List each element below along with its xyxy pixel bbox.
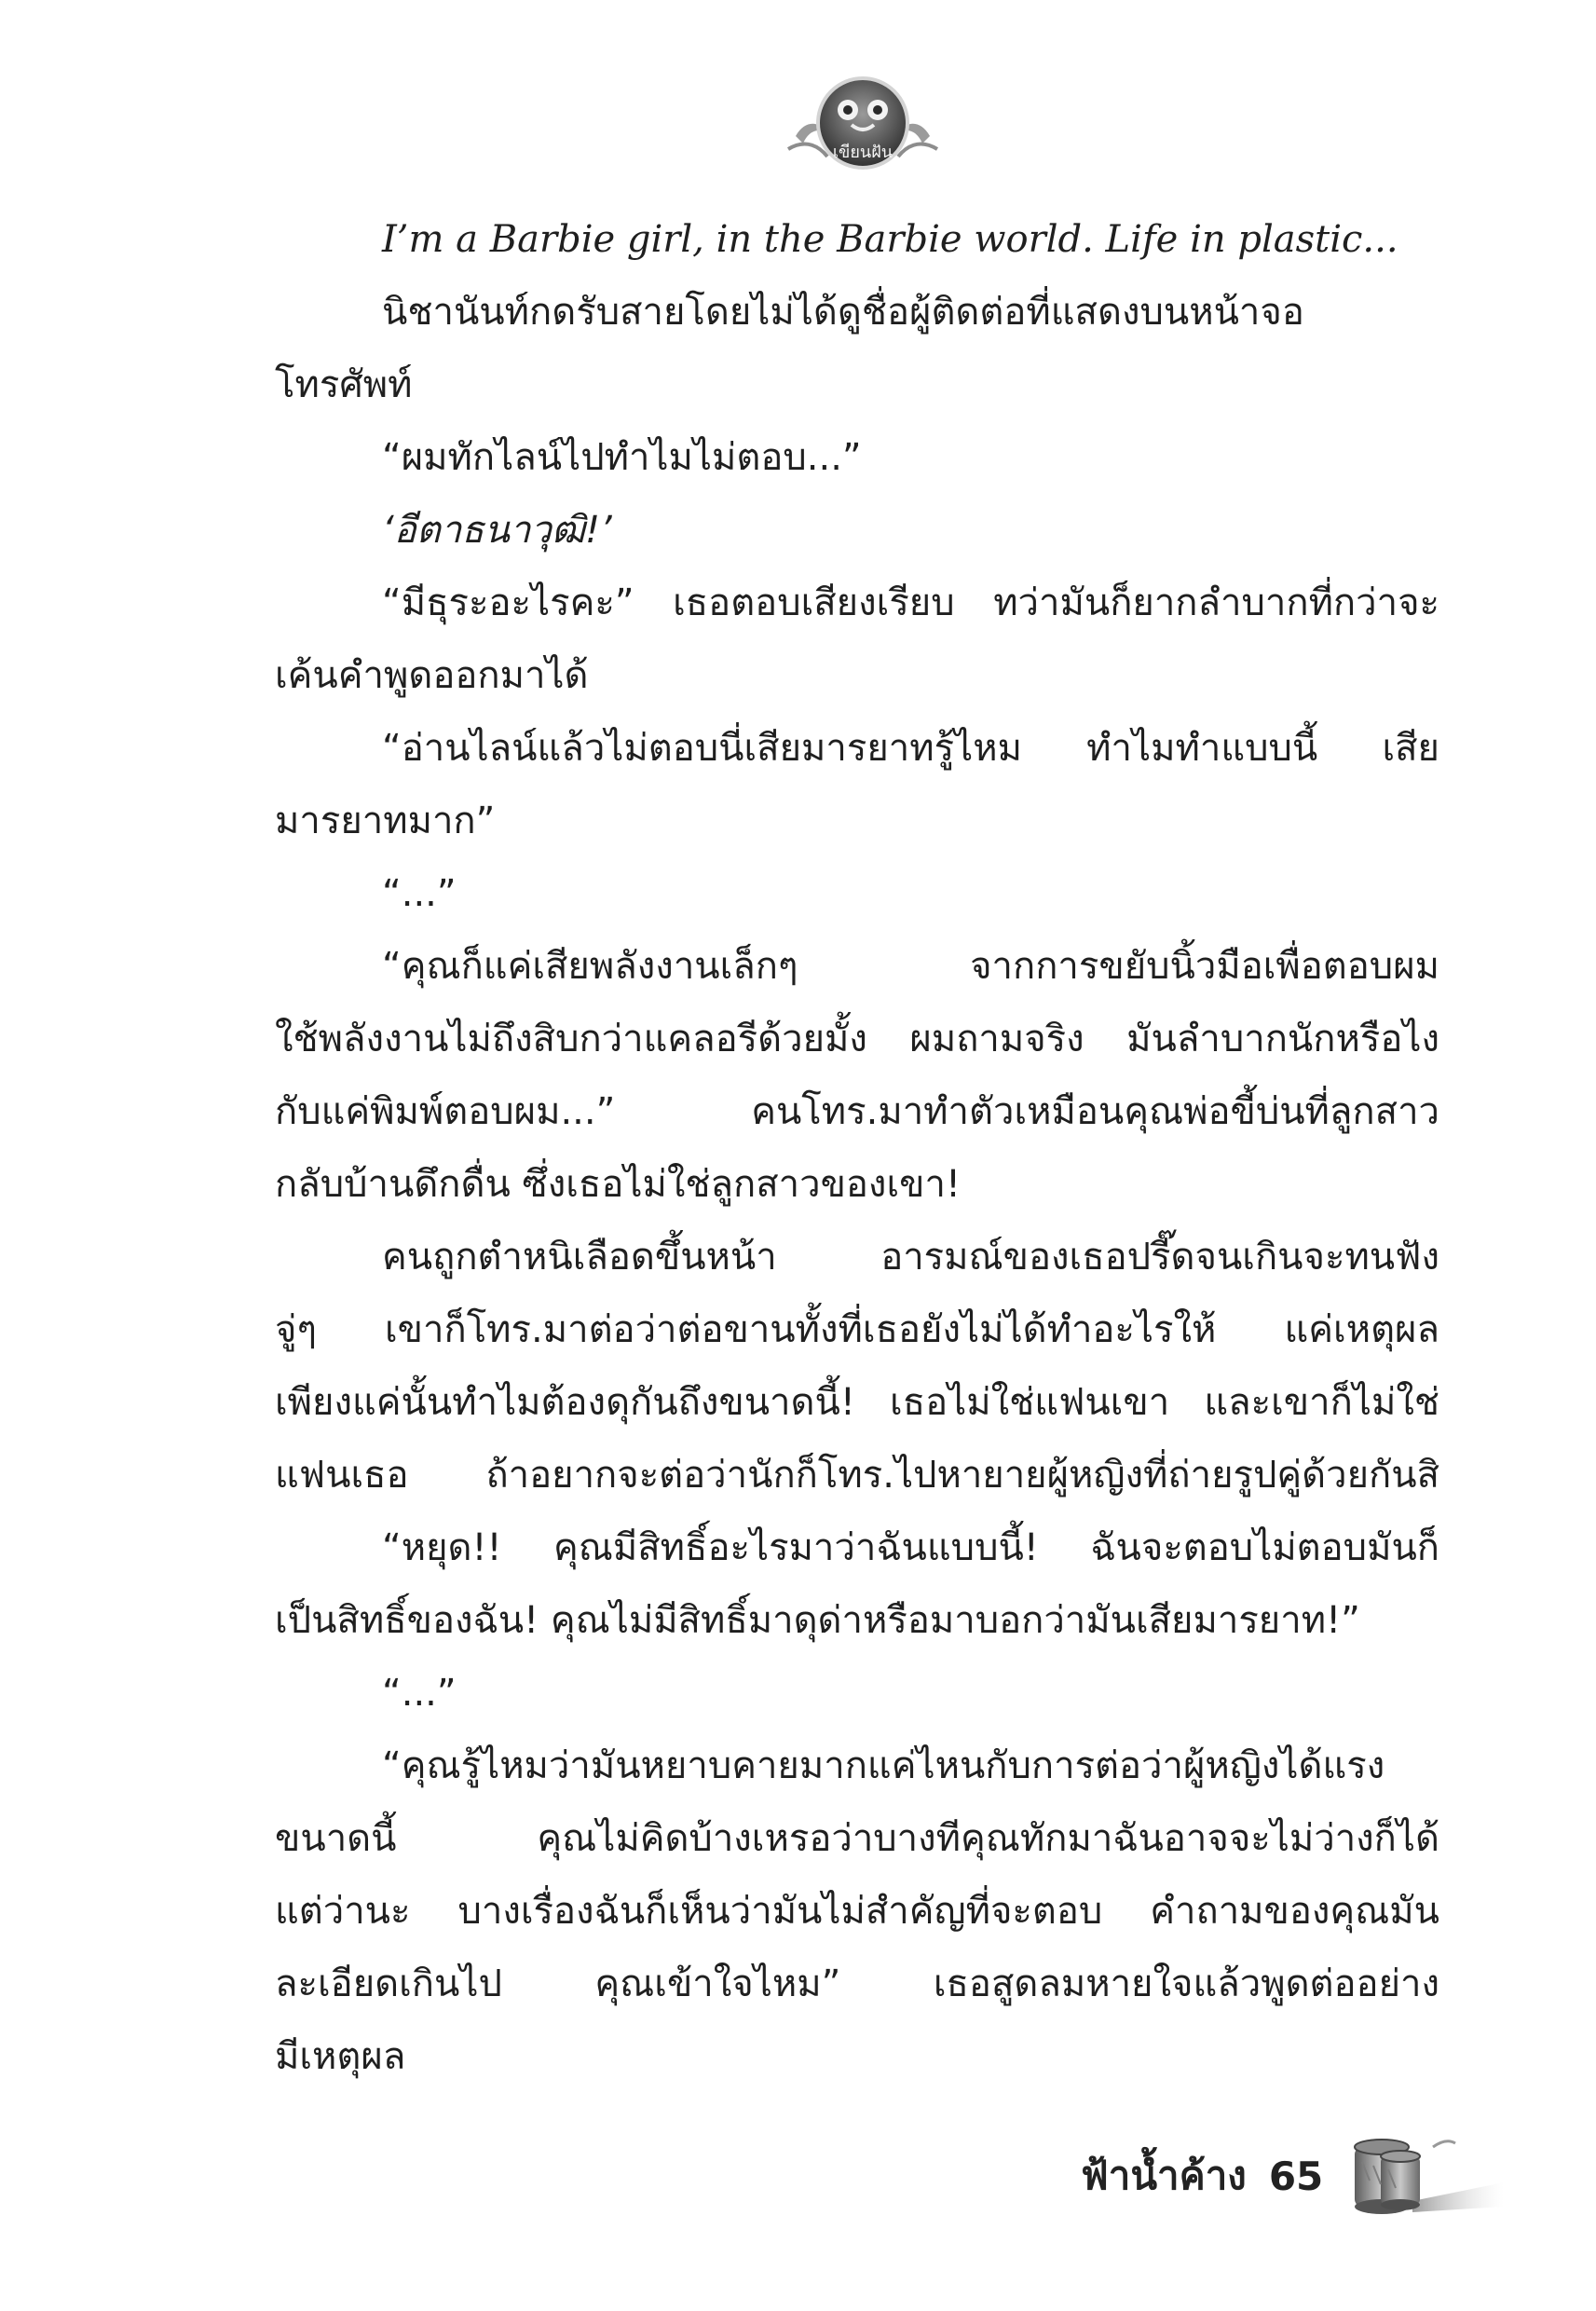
paragraph-line: ใช้พลังงานไม่ถึงสิบกว่าแคลอรีด้วยมั้ง ผมถามจริง มันลำบากนักหรือไง (275, 1018, 1439, 1060)
paragraph-line: “...” (382, 1672, 457, 1715)
paragraph-line: ‘อีตาธนาวุฒิ!’ (382, 509, 612, 552)
paragraph-line: “หยุด!! คุณมีสิทธิ์อะไรมาว่าฉันแบบนี้! ฉันจะตอบไม่ตอบมันก็ (382, 1526, 1439, 1569)
page-number: 65 (1268, 2153, 1324, 2199)
paragraph-line: “ผมทักไลน์ไปทำไมไม่ตอบ...” (382, 436, 862, 479)
thread-spool-icon (1345, 2134, 1504, 2218)
paragraph-line: แฟนเธอ ถ้าอยากจะต่อว่านักก็โทร.ไปหายายผู้หญิงที่ถ่ายรูปคู่ด้วยกันสิ (275, 1454, 1439, 1497)
paragraph-line: นิชานันท์กดรับสายโดยไม่ได้ดูชื่อผู้ติดต่อที่แสดงบนหน้าจอ (382, 291, 1304, 334)
paragraph-line: แต่ว่านะ บางเรื่องฉันก็เห็นว่ามันไม่สำคัญที่จะตอบ คำถามของคุณมัน (275, 1890, 1439, 1933)
paragraph-line: กับแค่พิมพ์ตอบผม...” คนโทร.มาทำตัวเหมือนคุณพ่อขี้บ่นที่ลูกสาว (275, 1090, 1439, 1133)
circular-ornament-icon (779, 63, 947, 183)
page-footer (1081, 2134, 1504, 2218)
paragraph-line: มีเหตุผล (275, 2035, 406, 2078)
paragraph-line: “มีธุระอะไรคะ” เธอตอบเสียงเรียบ ทว่ามันก็ยากลำบากที่กว่าจะ (382, 581, 1439, 624)
paragraph-line: เป็นสิทธิ์ของฉัน! คุณไม่มีสิทธิ์มาดุด่าหรือมาบอกว่ามันเสียมารยาท!” (275, 1599, 1360, 1642)
paragraph-line: “อ่านไลน์แล้วไม่ตอบนี่เสียมารยาทรู้ไหม ทำไมทำแบบนี้ เสีย (382, 727, 1439, 770)
book-title: ฟ้าน้ำค้าง (1081, 2153, 1247, 2198)
body-text (275, 203, 1439, 2093)
paragraph-line: ขนาดนี้ คุณไม่คิดบ้างเหรอว่าบางทีคุณทักมาฉันอาจจะไม่ว่างก็ได้ (275, 1817, 1439, 1860)
paragraph-line: เค้นคำพูดออกมาได้ (275, 654, 589, 697)
logo-text: เขียนฝัน (832, 143, 893, 161)
paragraph-line: “คุณก็แค่เสียพลังงานเล็กๆ จากการขยับนิ้วมือเพื่อตอบผม (382, 945, 1439, 988)
paragraph-line: มารยาทมาก” (275, 800, 496, 842)
paragraph-line: “...” (382, 872, 457, 915)
paragraph-line: กลับบ้านดึกดื่น ซึ่งเธอไม่ใช่ลูกสาวของเขา! (275, 1163, 961, 1206)
paragraph-line: “คุณรู้ไหมว่ามันหยาบคายมากแค่ไหนกับการต่อว่าผู้หญิงได้แรง (382, 1744, 1385, 1787)
paragraph-line: คนถูกตำหนิเลือดขึ้นหน้า อารมณ์ของเธอปรี๊ดจนเกินจะทนฟัง (382, 1236, 1439, 1279)
paragraph-line: ละเอียดเกินไป คุณเข้าใจไหม” เธอสูดลมหายใจแล้วพูดต่ออย่าง (275, 1962, 1439, 2005)
paragraph-line: I’m a Barbie girl, in the Barbie world. Life in plastic... (382, 218, 1398, 261)
paragraph-line: จู่ๆ เขาก็โทร.มาต่อว่าต่อขานทั้งที่เธอยังไม่ได้ทำอะไรให้ แค่เหตุผล (275, 1308, 1439, 1351)
paragraph-line: โทรศัพท์ (275, 363, 413, 406)
paragraph-line: เพียงแค่นั้นทำไมต้องดุกันถึงขนาดนี้! เธอไม่ใช่แฟนเขา และเขาก็ไม่ใช่ (275, 1381, 1439, 1424)
